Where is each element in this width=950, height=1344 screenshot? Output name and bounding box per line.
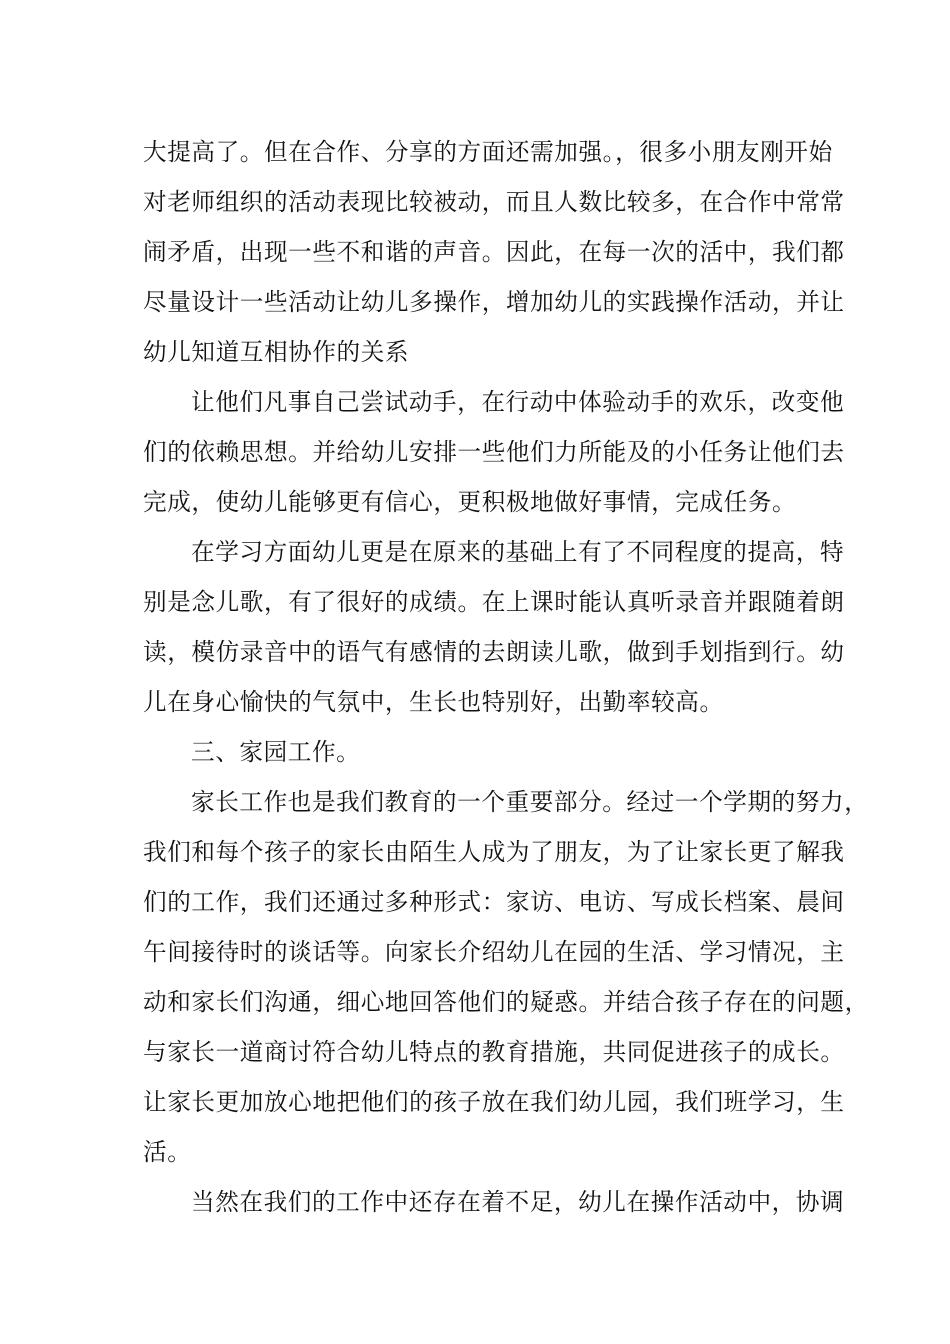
text-line: 们的工作，我们还通过多种形式：家访、电访、写成长档案、晨间 — [143, 888, 845, 916]
text-line: 完成，使幼儿能够更有信心，更积极地做好事情，完成任务。 — [143, 488, 797, 516]
paragraph-first-line: 当然在我们的工作中还存在着不足，幼儿在操作活动中，协调 — [191, 1188, 845, 1216]
paragraph-first-line: 在学习方面幼儿更是在原来的基础上有了不同程度的提高，特 — [191, 538, 845, 566]
text-line: 闹矛盾，出现一些不和谐的声音。因此，在每一次的活中，我们都 — [143, 238, 845, 266]
text-line: 让家长更加放心地把他们的孩子放在我们幼儿园，我们班学习，生 — [143, 1088, 845, 1116]
text-line: 动和家长们沟通，细心地回答他们的疑惑。并结合孩子存在的问题， — [143, 988, 869, 1016]
text-line: 们的依赖思想。并给幼儿安排一些他们力所能及的小任务让他们去 — [143, 438, 845, 466]
text-line: 别是念儿歌，有了很好的成绩。在上课时能认真听录音并跟随着朗 — [143, 588, 845, 616]
section-heading: 三、家园工作。 — [191, 738, 361, 766]
text-line: 对老师组织的活动表现比较被动，而且人数比较多，在合作中常常 — [143, 188, 845, 216]
text-line: 午间接待时的谈话等。向家长介绍幼儿在园的生活、学习情况，主 — [143, 938, 845, 966]
paragraph-first-line: 让他们凡事自己尝试动手，在行动中体验动手的欢乐，改变他 — [191, 388, 845, 416]
text-line: 幼儿知道互相协作的关系 — [143, 338, 410, 366]
paragraph-first-line: 家长工作也是我们教育的一个重要部分。经过一个学期的努力， — [191, 788, 869, 816]
text-line: 我们和每个孩子的家长由陌生人成为了朋友，为了让家长更了解我 — [143, 838, 845, 866]
text-line: 儿在身心愉快的气氛中，生长也特别好，出勤率较高。 — [143, 688, 724, 716]
text-line: 与家长一道商讨符合幼儿特点的教育措施，共同促进孩子的成长。 — [143, 1038, 845, 1066]
text-line: 读，模仿录音中的语气有感情的去朗读儿歌，做到手划指到行。幼 — [143, 638, 845, 666]
text-line: 大提高了。但在合作、分享的方面还需加强。，很多小朋友刚开始 — [143, 138, 833, 166]
text-line: 活。 — [143, 1138, 192, 1166]
text-line: 尽量设计一些活动让幼儿多操作，增加幼儿的实践操作活动，并让 — [143, 288, 845, 316]
